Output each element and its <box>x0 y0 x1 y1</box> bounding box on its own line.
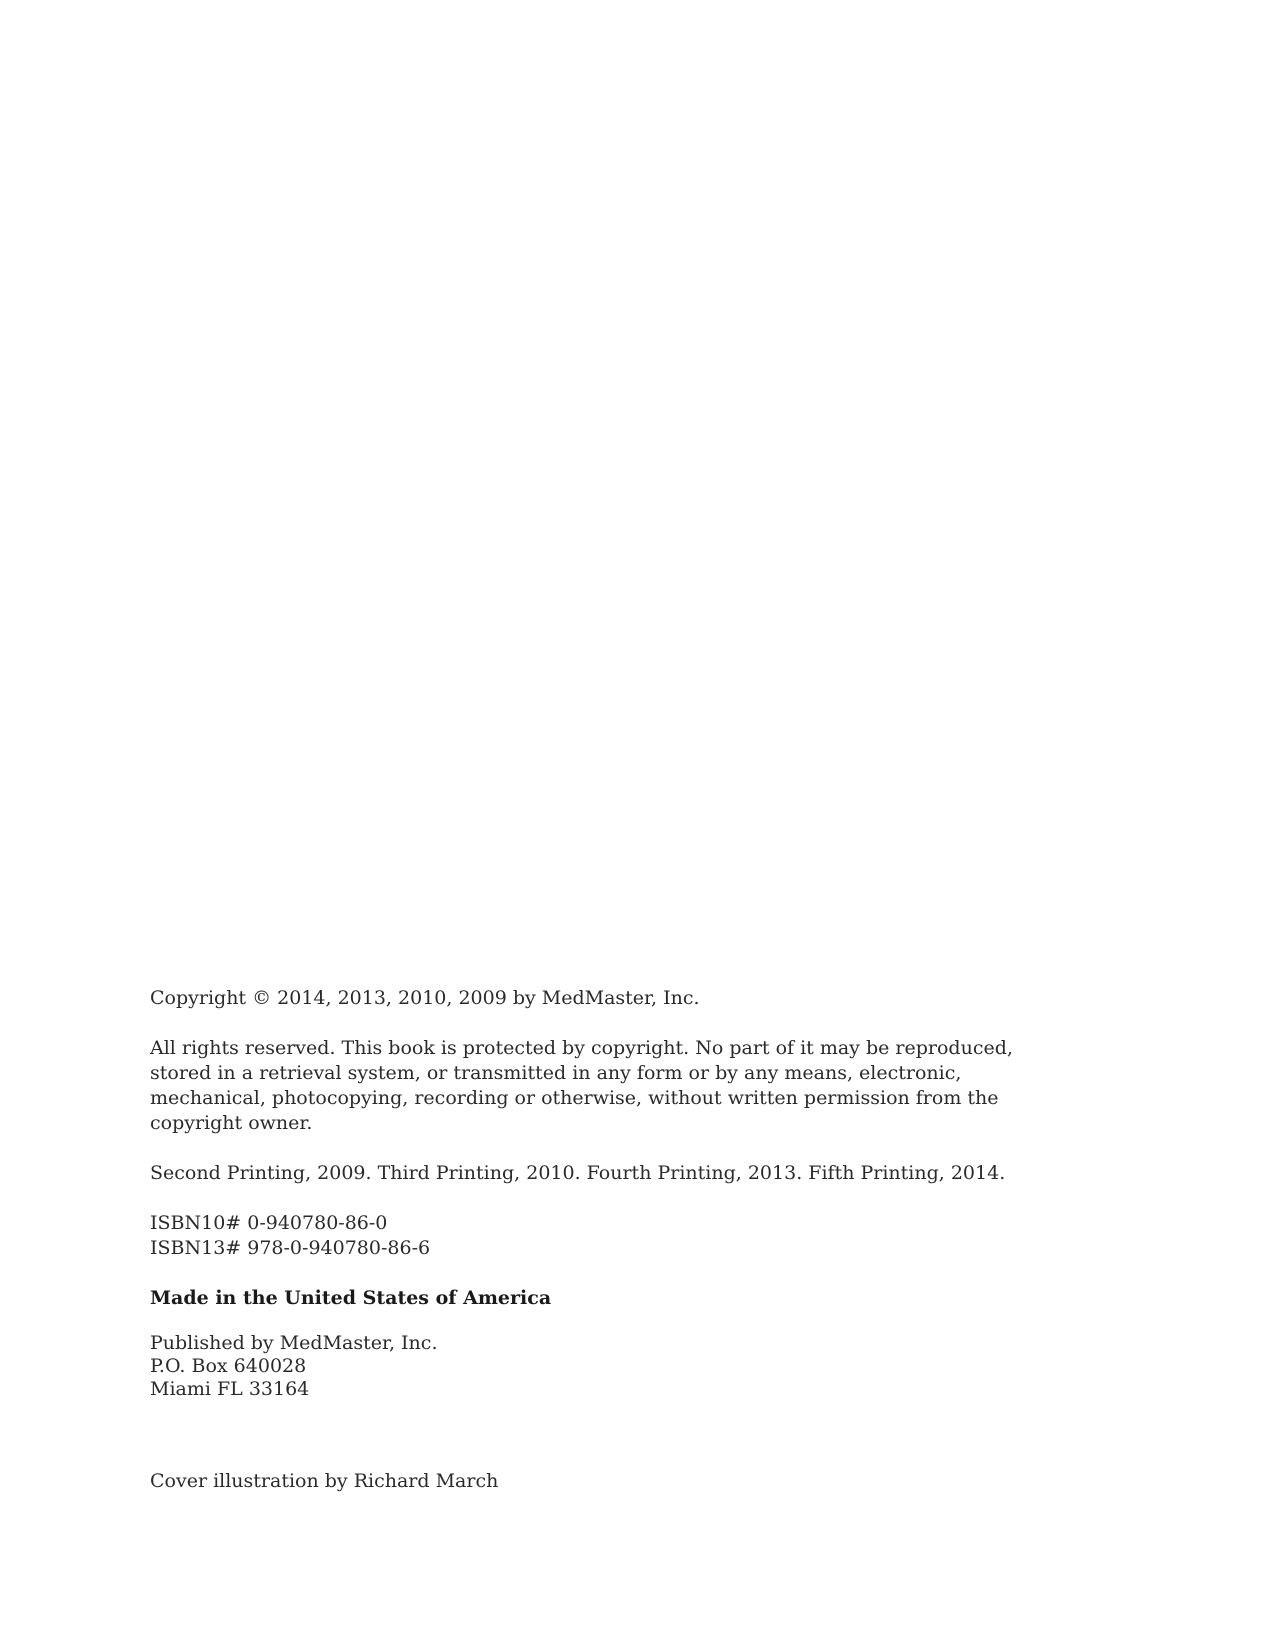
printing-history <box>150 1161 1005 1186</box>
rights-line-1: All rights reserved. This book is protected by copyright. No part of it may be reproduced, <box>150 1037 1013 1059</box>
cover-credit-line: Cover illustration by Richard March <box>150 1470 499 1492</box>
isbn13-line: ISBN13# 978-0-940780-86-6 <box>150 1237 431 1259</box>
copyright-line: Copyright © 2014, 2013, 2010, 2009 by MedMaster, Inc. <box>150 987 700 1009</box>
rights-line-4: copyright owner. <box>150 1112 313 1134</box>
copyright-notice <box>150 986 700 1011</box>
rights-line-2: stored in a retrieval system, or transmitted in any form or by any means, electronic, <box>150 1062 962 1084</box>
publisher-city-line: Miami FL 33164 <box>150 1378 310 1400</box>
publisher-pobox-line: P.O. Box 640028 <box>150 1355 307 1377</box>
made-in-statement <box>150 1286 551 1311</box>
printing-line: Second Printing, 2009. Third Printing, 2010. Fourth Printing, 2013. Fifth Printing, 2014. <box>150 1162 1006 1184</box>
rights-line-3: mechanical, photocopying, recording or otherwise, without written permission from the <box>150 1087 999 1109</box>
publisher-address <box>150 1332 437 1401</box>
cover-credit <box>150 1469 498 1494</box>
rights-reserved-paragraph <box>150 1036 1013 1136</box>
isbn10-line: ISBN10# 0-940780-86-0 <box>150 1212 388 1234</box>
publisher-name-line: Published by MedMaster, Inc. <box>150 1332 438 1354</box>
made-in-line: Made in the United States of America <box>150 1287 552 1309</box>
isbn-block <box>150 1211 430 1261</box>
